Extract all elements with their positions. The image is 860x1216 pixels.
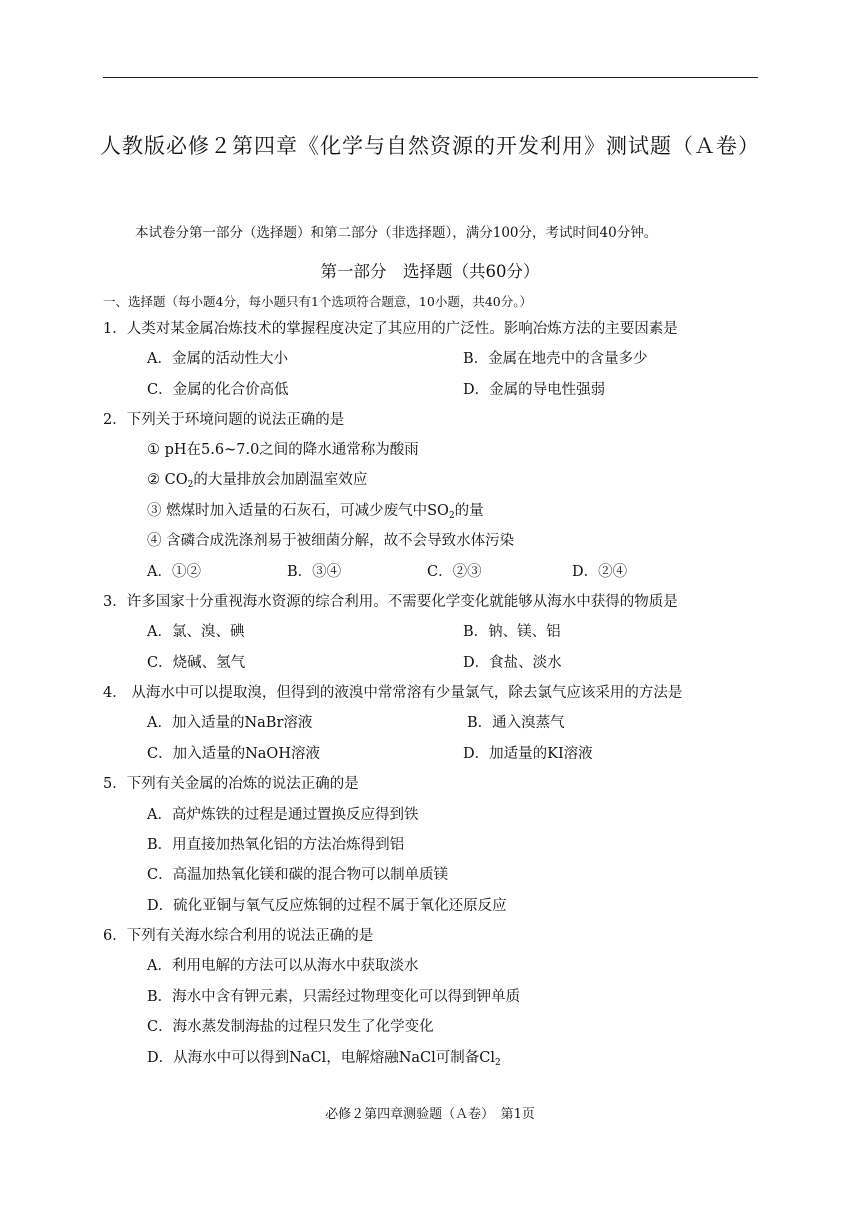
- q5-option-d: D．硫化亚铜与氧气反应炼铜的过程不属于氧化还原反应: [147, 898, 507, 914]
- q2-option-a: A．①②: [147, 564, 201, 580]
- exam-intro: 本试卷分第一部分（选择题）和第二部分（非选择题），满分100分，考试时间40分钟。: [135, 225, 658, 241]
- q2-option-c: C．②③: [427, 564, 482, 580]
- q5-option-a: A．高炉炼铁的过程是通过置换反应得到铁: [147, 807, 419, 823]
- q1-stem: 1．人类对某金属冶炼技术的掌握程度决定了其应用的广泛性。影响冶炼方法的主要因素是: [103, 321, 678, 337]
- q2-stem: 2．下列关于环境问题的说法正确的是: [103, 412, 345, 428]
- q6-option-d: D．从海水中可以得到NaCl，电解熔融NaCl可制备$Cl_2$: [147, 1050, 501, 1068]
- q4-option-a: A．加入适量的NaBr溶液: [147, 715, 313, 731]
- q1-option-d: D．金属的导电性强弱: [463, 382, 606, 398]
- q6-option-a: A．利用电解的方法可以从海水中获取淡水: [147, 958, 419, 974]
- q4-option-b: B．通入溴蒸气: [467, 715, 565, 731]
- q4-option-d: D．加适量的KI溶液: [463, 746, 593, 762]
- q4-option-c: C．加入适量的NaOH溶液: [147, 746, 320, 762]
- q2-statement-1: ① pH在5.6~7.0之间的降水通常称为酸雨: [147, 442, 419, 458]
- header-rule: [103, 77, 758, 78]
- q1-option-b: B．金属在地壳中的含量多少: [463, 351, 648, 367]
- document-title: 人教版必修２第四章《化学与自然资源的开发利用》测试题（Ａ卷）: [100, 134, 760, 158]
- q2-option-b: B．③④: [287, 564, 342, 580]
- q3-option-a: A．氯、溴、碘: [147, 624, 245, 640]
- q5-stem: 5．下列有关金属的冶炼的说法正确的是: [103, 776, 359, 792]
- q2-statement-4: ④ 含磷合成洗涤剂易于被细菌分解，故不会导致水体污染: [147, 533, 515, 549]
- q6-option-b: B．海水中含有钾元素，只需经过物理变化可以得到钾单质: [147, 989, 521, 1005]
- q2-option-d: D．②④: [572, 564, 628, 580]
- q1-option-a: A．金属的活动性大小: [147, 351, 288, 367]
- q5-option-b: B．用直接加热氧化铝的方法冶炼得到铝: [147, 837, 405, 853]
- q2-statement-3: ③ 燃煤时加入适量的石灰石，可减少废气中$SO_2$的量: [147, 503, 484, 521]
- q6-option-c: C．海水蒸发制海盐的过程只发生了化学变化: [147, 1019, 434, 1035]
- q6-stem: 6．下列有关海水综合利用的说法正确的是: [103, 928, 374, 944]
- q2-statement-2: ② $CO_2$的大量排放会加剧温室效应: [147, 472, 368, 490]
- q1-option-c: C．金属的化合价高低: [147, 382, 289, 398]
- q3-option-d: D．食盐、淡水: [463, 655, 562, 671]
- q3-option-c: C．烧碱、氢气: [147, 655, 246, 671]
- part-title: 第一部分 选择题（共60分）: [320, 262, 540, 281]
- q4-stem: 4． 从海水中可以提取溴，但得到的液溴中常常溶有少量氯气，除去氯气应该采用的方法是: [103, 685, 683, 701]
- q3-option-b: B．钠、镁、铝: [463, 624, 561, 640]
- page-footer: 必修２第四章测验题（Ａ卷） 第1页: [325, 1107, 535, 1122]
- q5-option-c: C．高温加热氧化镁和碳的混合物可以制单质镁: [147, 867, 449, 883]
- section-header: 一、选择题（每小题4分，每小题只有1个选项符合题意，10小题，共40分。）: [103, 294, 532, 309]
- q3-stem: 3．许多国家十分重视海水资源的综合利用。不需要化学变化就能够从海水中获得的物质是: [103, 594, 678, 610]
